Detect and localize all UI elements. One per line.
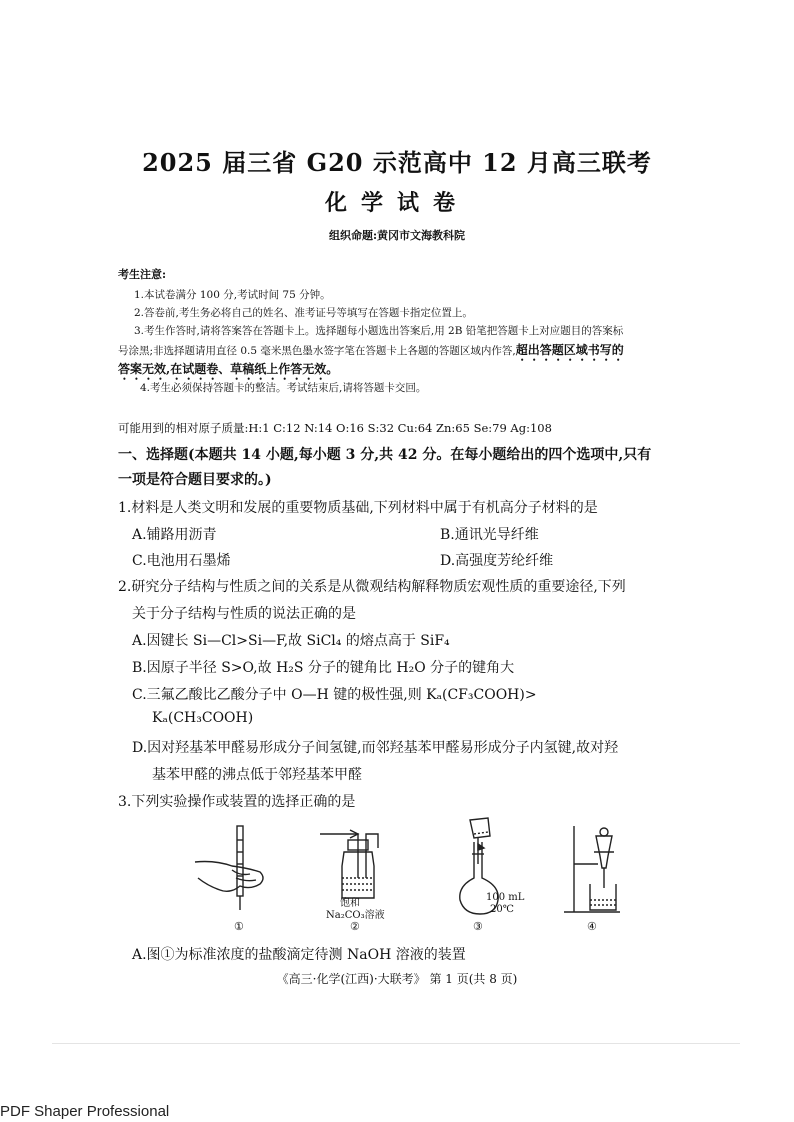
figure-3-caption-2: 20℃: [490, 904, 514, 915]
figure-2-caption-1: 饱和: [340, 898, 360, 909]
notice-item-3c-emphasis: 答案无效: [118, 362, 167, 376]
q1-stem: 1.材料是人类文明和发展的重要物质基础,下列材料中属于有机高分子材料的是: [118, 500, 598, 516]
figure-2-caption-2: Na₂CO₃溶液: [326, 910, 385, 921]
q2-option-b: B.因原子半径 S>O,故 H₂S 分子的键角比 H₂O 分子的键角大: [132, 660, 515, 676]
figure-1-titration: [190, 820, 280, 935]
q1-option-a: A.铺路用沥青: [132, 527, 217, 543]
q2-option-d-1: D.因对羟基苯甲醛易形成分子间氢键,而邻羟基苯甲醛易形成分子内氢键,故对羟: [132, 740, 619, 756]
q1-option-d: D.高强度芳纶纤维: [440, 553, 554, 569]
q2-stem-1: 2.研究分子结构与性质之间的关系是从微观结构解释物质宏观性质的重要途径,下列: [118, 579, 626, 595]
figure-1-label: ①: [234, 920, 244, 933]
notice-item-3b-plain: 号涂黑;非选择题请用直径 0.5 毫米黑色墨水签字笔在答题卡上各题的答题区域内作答,: [118, 345, 516, 357]
notice-item-1: 1.本试卷满分 100 分,考试时间 75 分钟。: [134, 289, 331, 301]
q2-stem-2: 关于分子结构与性质的说法正确的是: [132, 606, 356, 622]
section1-line2: 一项是符合题目要求的。): [118, 472, 272, 488]
q1-option-c: C.电池用石墨烯: [132, 553, 231, 569]
q2-option-a: A.因键长 Si—Cl>Si—F,故 SiCl₄ 的熔点高于 SiF₄: [132, 633, 450, 649]
page-divider: [52, 1043, 740, 1044]
figure-4-separatory-funnel: [560, 822, 630, 918]
exam-title: 2025 届三省 G20 示范高中 12 月高三联考: [142, 148, 652, 177]
notice-item-4: 4.考生必须保持答题卡的整洁。考试结束后,请将答题卡交回。: [140, 382, 427, 394]
q2-option-c-1: C.三氟乙酸比乙酸分子中 O—H 键的极性强,则 Kₐ(CF₃COOH)>: [132, 687, 537, 703]
q3-option-a: A.图①为标准浓度的盐酸滴定待测 NaOH 溶液的装置: [132, 947, 466, 963]
atomic-masses: 可能用到的相对原子质量:H:1 C:12 N:14 O:16 S:32 Cu:64 Zn:65 Se:79 Ag:108: [118, 421, 552, 435]
organizer-line: 组织命题:黄冈市文海教科院: [328, 229, 466, 242]
notice-heading: 考生注意:: [118, 268, 167, 281]
notice-item-3c-comma: ,: [166, 362, 171, 376]
section1-line1: 一、选择题(本题共 14 小题,每小题 3 分,共 42 分。在每小题给出的四个选项中,只有: [118, 447, 652, 463]
figure-3-label: ③: [473, 920, 483, 933]
q1-option-b: B.通讯光导纤维: [440, 527, 539, 543]
notice-item-3c-emphasis-2: 在试题卷、草稿纸上作答无效。: [170, 362, 339, 376]
notice-item-3b-emphasis: 超出答题区域书写的: [515, 343, 624, 357]
watermark-label: PDF Shaper Professional: [0, 1103, 170, 1120]
figure-4-label: ④: [587, 920, 597, 933]
q2-option-c-2: Kₐ(CH₃COOH): [152, 710, 254, 726]
subject-title: 化学试卷: [324, 190, 469, 216]
figure-3-caption-1: 100 mL: [486, 892, 525, 903]
figure-2-label: ②: [350, 920, 360, 933]
notice-item-2: 2.答卷前,考生务必将自己的姓名、准考证号等填写在答题卡指定位置上。: [134, 307, 473, 319]
q3-stem: 3.下列实验操作或装置的选择正确的是: [118, 794, 356, 810]
q2-option-d-2: 基苯甲醛的沸点低于邻羟基苯甲醛: [152, 767, 362, 783]
page-footer: 《高三·化学(江西)·大联考》 第 1 页(共 8 页): [276, 972, 518, 986]
notice-item-3a: 3.考生作答时,请将答案答在答题卡上。选择题每小题选出答案后,用 2B 铅笔把答题卡上对应题目的答案标: [134, 325, 624, 337]
